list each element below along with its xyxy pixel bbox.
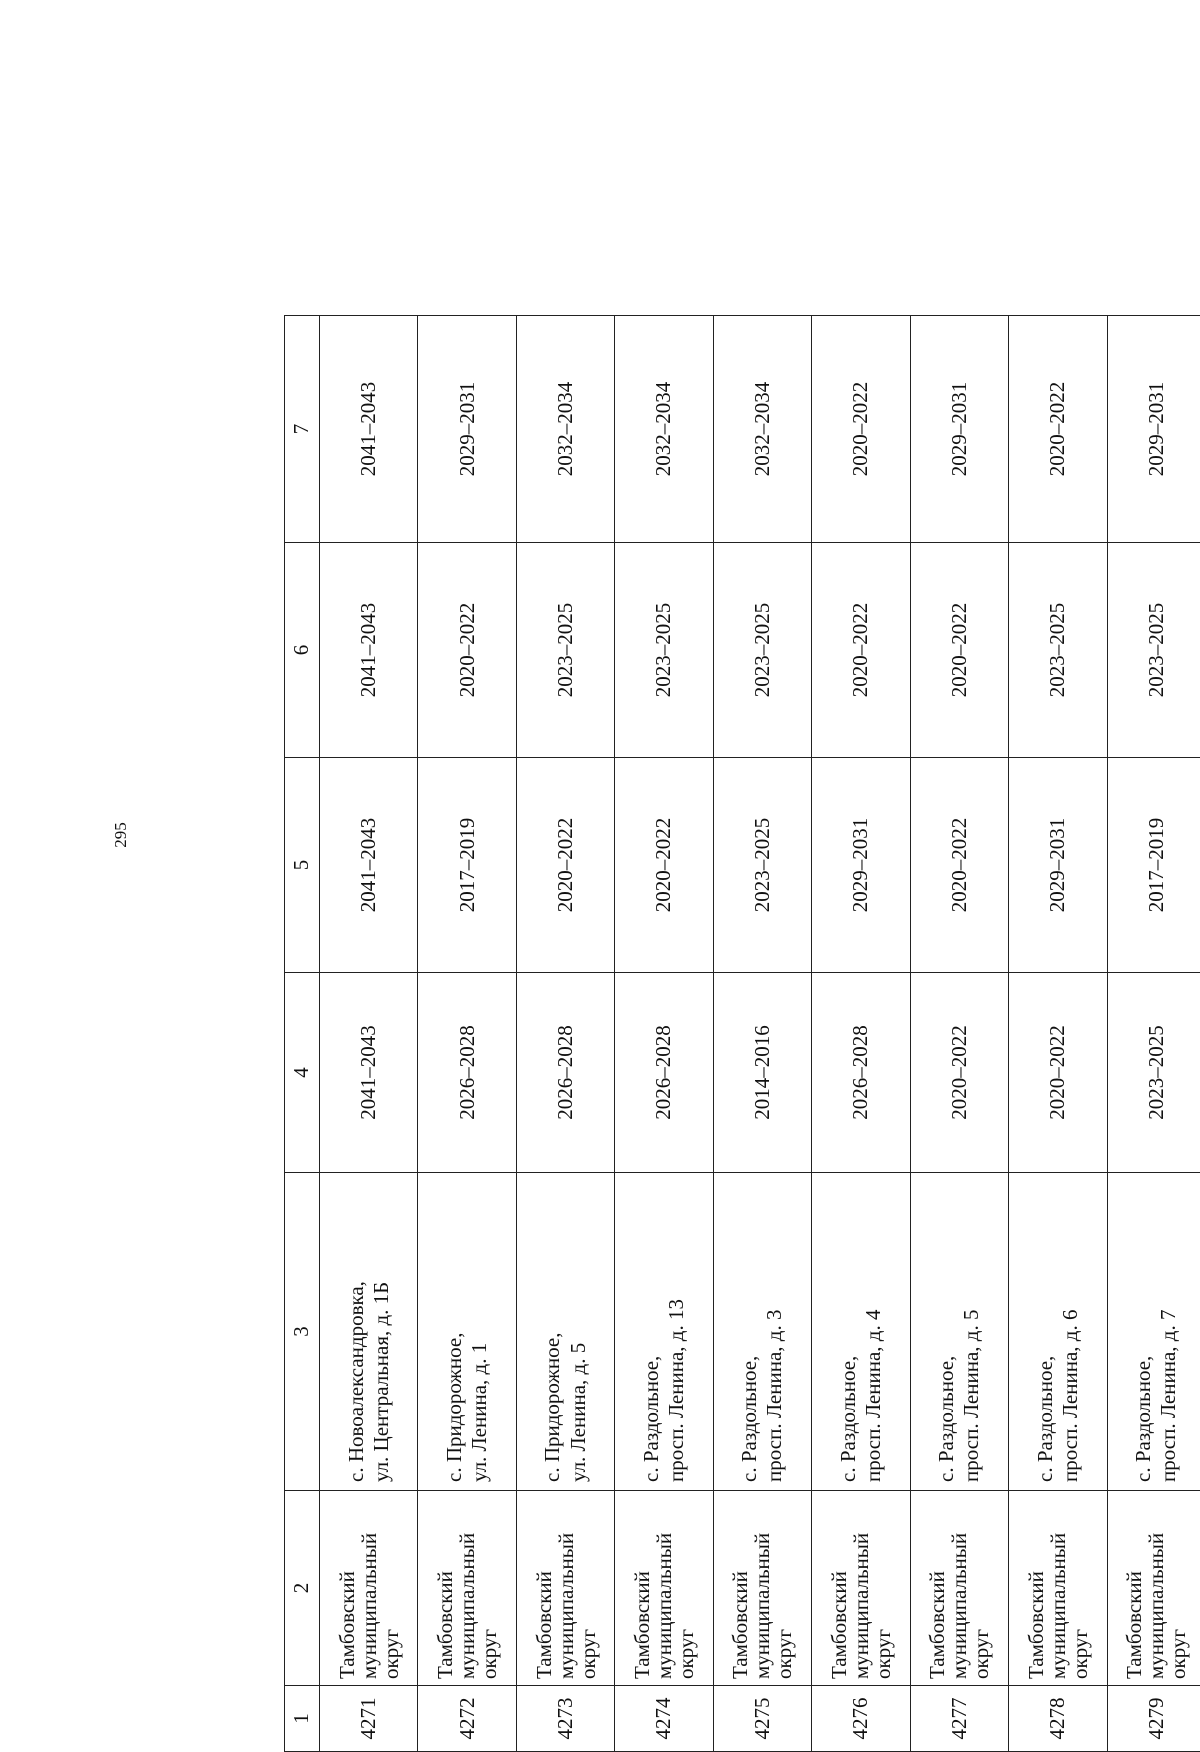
column-header: 7: [285, 316, 320, 543]
period-cell: 2023–2025: [1009, 543, 1107, 758]
period-cell: 2020–2022: [1009, 316, 1107, 543]
district-line: округ: [477, 1628, 502, 1679]
period-cell: 2017–2019: [418, 758, 516, 973]
district-cell: [812, 1491, 910, 1686]
table-row: [418, 316, 516, 1752]
table-container: [284, 316, 1200, 1752]
period-cell: 2017–2019: [1107, 758, 1200, 973]
district-cell: [516, 1491, 614, 1686]
table-row: [1107, 316, 1200, 1752]
district-cell: [1107, 1491, 1200, 1686]
district-cell: [418, 1491, 516, 1686]
address-cell: [910, 1173, 1008, 1491]
district-line: Тамбовский: [728, 1571, 753, 1679]
period-cell: 2041–2043: [320, 758, 418, 973]
period-cell: 2020–2022: [1009, 973, 1107, 1173]
period-cell: 2020–2022: [418, 543, 516, 758]
address-line: просп. Ленина, д. 13: [664, 1299, 689, 1482]
row-id: 4271: [320, 1686, 418, 1752]
period-cell: 2014–2016: [713, 973, 811, 1173]
period-cell: 2032–2034: [615, 316, 713, 543]
period-cell: 2029–2031: [1009, 758, 1107, 973]
district-line: округ: [575, 1628, 600, 1679]
district-line: муниципальный: [848, 1532, 873, 1679]
period-cell: 2032–2034: [713, 316, 811, 543]
period-cell: 2029–2031: [418, 316, 516, 543]
district-cell: [713, 1491, 811, 1686]
district-line: муниципальный: [652, 1532, 676, 1679]
data-table: [284, 315, 1200, 1752]
period-cell: 2029–2031: [910, 316, 1008, 543]
period-cell: 2020–2022: [910, 543, 1008, 758]
column-header: 4: [285, 973, 320, 1173]
address-cell: [713, 1173, 811, 1491]
period-cell: 2029–2031: [812, 758, 910, 973]
district-line: Тамбовский: [1122, 1571, 1147, 1679]
district-cell: [1009, 1491, 1107, 1686]
district-line: Тамбовский: [629, 1571, 654, 1679]
address-line: с. Придорожное,: [441, 1332, 466, 1482]
district-line: округ: [378, 1628, 403, 1679]
address-cell: [1009, 1173, 1107, 1491]
district-line: муниципальный: [1045, 1532, 1070, 1679]
period-cell: 2026–2028: [516, 973, 614, 1173]
district-line: муниципальный: [1144, 1532, 1169, 1679]
header-row: [285, 316, 320, 1752]
period-cell: 2020–2022: [812, 543, 910, 758]
period-cell: 2026–2028: [418, 973, 516, 1173]
row-id: 4272: [418, 1686, 516, 1752]
period-cell: 2020–2022: [910, 973, 1008, 1173]
period-cell: 2020–2022: [910, 758, 1008, 973]
address-cell: [1107, 1173, 1200, 1491]
row-id: 4279: [1107, 1686, 1200, 1752]
row-id: 4276: [812, 1686, 910, 1752]
address-line: с. Придорожное,: [540, 1332, 565, 1482]
address-line: просп. Ленина, д. 6: [1057, 1309, 1082, 1482]
table-row: [713, 316, 811, 1752]
address-line: с. Раздольное,: [934, 1355, 959, 1482]
table-row: [320, 316, 418, 1752]
period-cell: 2023–2025: [615, 543, 713, 758]
district-cell: [910, 1491, 1008, 1686]
district-line: муниципальный: [553, 1532, 578, 1679]
period-cell: 2020–2022: [812, 316, 910, 543]
district-line: муниципальный: [750, 1532, 775, 1679]
district-line: муниципальный: [455, 1532, 480, 1679]
row-id: 4278: [1009, 1686, 1107, 1752]
period-cell: 2023–2025: [1107, 973, 1200, 1173]
district-line: Тамбовский: [1023, 1571, 1048, 1679]
period-cell: 2041–2043: [320, 973, 418, 1173]
district-line: округ: [870, 1628, 895, 1679]
address-line: с. Раздольное,: [1131, 1355, 1156, 1482]
table-row: [1009, 316, 1107, 1752]
column-header: 1: [285, 1686, 320, 1752]
district-line: округ: [969, 1628, 994, 1679]
address-line: ул. Центральная, д. 1Б: [368, 1281, 393, 1482]
column-header: 2: [285, 1491, 320, 1686]
column-header: 6: [285, 543, 320, 758]
address-line: просп. Ленина, д. 5: [959, 1309, 984, 1482]
column-header: 3: [285, 1173, 320, 1491]
address-line: ул. Ленина, д. 5: [565, 1342, 590, 1482]
address-line: с. Новоалександровка,: [343, 1281, 368, 1482]
address-line: с. Раздольное,: [638, 1355, 663, 1482]
period-cell: 2026–2028: [615, 973, 713, 1173]
address-line: с. Раздольное,: [835, 1355, 860, 1482]
row-id: 4275: [713, 1686, 811, 1752]
district-cell: [615, 1491, 713, 1686]
row-id: 4273: [516, 1686, 614, 1752]
period-cell: 2023–2025: [1107, 543, 1200, 758]
address-cell: [516, 1173, 614, 1491]
row-id: 4274: [615, 1686, 713, 1752]
district-line: округ: [1166, 1628, 1191, 1679]
period-cell: 2020–2022: [615, 758, 713, 973]
district-line: муниципальный: [947, 1532, 972, 1679]
district-line: округ: [1067, 1628, 1092, 1679]
period-cell: 2023–2025: [713, 543, 811, 758]
address-cell: [418, 1173, 516, 1491]
district-line: Тамбовский: [433, 1571, 458, 1679]
district-line: Тамбовский: [925, 1571, 950, 1679]
district-line: Тамбовский: [826, 1571, 851, 1679]
table-row: [910, 316, 1008, 1752]
table-row: [615, 316, 713, 1752]
address-line: просп. Ленина, д. 4: [860, 1309, 885, 1482]
row-id: 4277: [910, 1686, 1008, 1752]
address-line: просп. Ленина, д. 3: [762, 1309, 787, 1482]
period-cell: 2029–2031: [1107, 316, 1200, 543]
district-line: округ: [674, 1628, 699, 1679]
district-cell: [320, 1491, 418, 1686]
period-cell: 2041–2043: [320, 543, 418, 758]
table-row: [516, 316, 614, 1752]
period-cell: 2020–2022: [516, 758, 614, 973]
page-number: 295: [111, 822, 130, 848]
period-cell: 2032–2034: [516, 316, 614, 543]
address-cell: [615, 1173, 713, 1491]
district-line: округ: [772, 1628, 797, 1679]
period-cell: 2026–2028: [812, 973, 910, 1173]
period-cell: 2023–2025: [713, 758, 811, 973]
address-line: с. Раздольное,: [737, 1355, 762, 1482]
district-line: Тамбовский: [334, 1571, 359, 1679]
district-line: Тамбовский: [531, 1571, 556, 1679]
period-cell: 2041–2043: [320, 316, 418, 543]
address-cell: [320, 1173, 418, 1491]
table-row: [812, 316, 910, 1752]
column-header: 5: [285, 758, 320, 973]
address-cell: [812, 1173, 910, 1491]
address-line: просп. Ленина, д. 7: [1156, 1309, 1181, 1482]
address-line: с. Раздольное,: [1032, 1355, 1057, 1482]
district-line: муниципальный: [356, 1532, 381, 1679]
address-line: ул. Ленина, д. 1: [467, 1342, 492, 1482]
period-cell: 2023–2025: [516, 543, 614, 758]
